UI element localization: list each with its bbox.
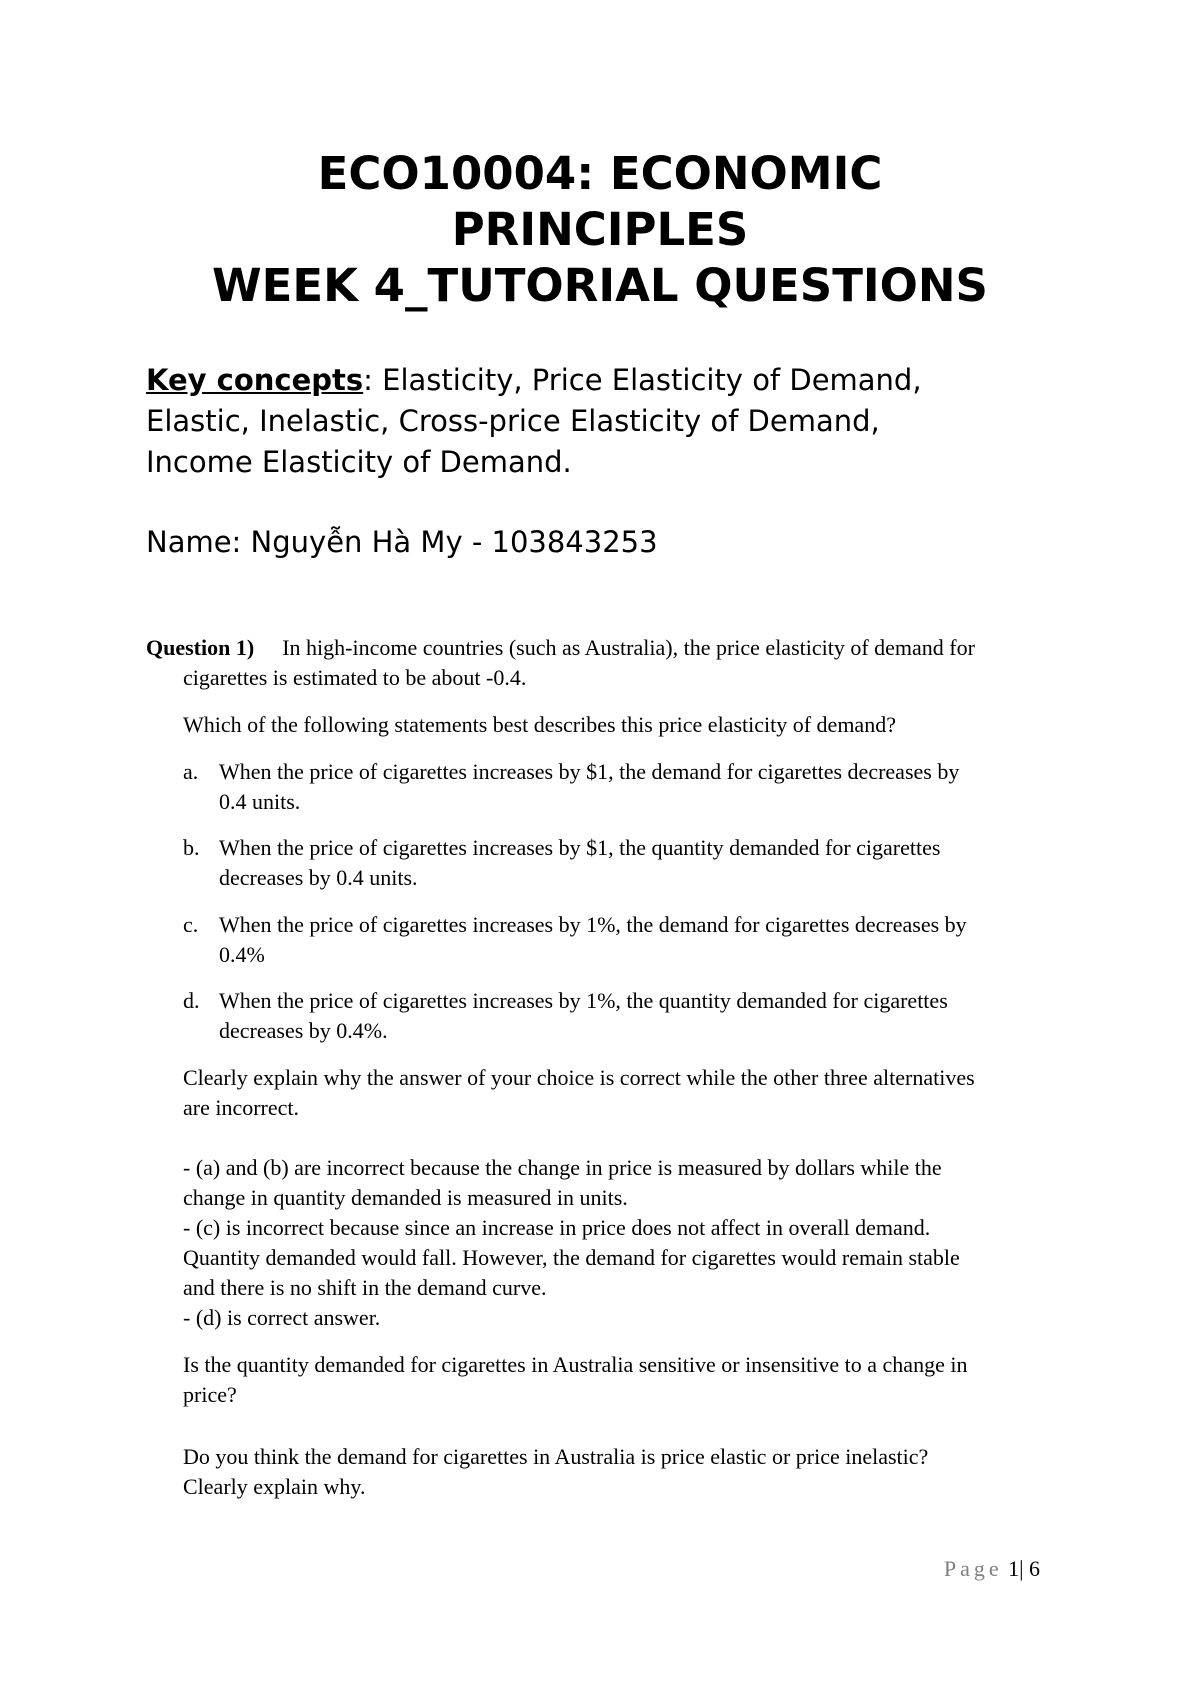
option-c-line-2: 0.4% bbox=[219, 942, 265, 967]
key-concepts-line-3: Income Elasticity of Demand. bbox=[146, 445, 572, 479]
option-a-line-1: When the price of cigarettes increases by $1, the demand for cigarettes decreases by bbox=[219, 759, 960, 784]
page-footer bbox=[900, 1556, 1040, 1582]
elasticity-question-line-1: Do you think the demand for cigarettes in Australia is price elastic or price inelastic? bbox=[183, 1444, 929, 1469]
option-d-line-1: When the price of cigarettes increases by 1%, the quantity demanded for cigarettes bbox=[219, 988, 948, 1013]
page-separator: | bbox=[1019, 1556, 1024, 1581]
elasticity-question-line-2: Clearly explain why. bbox=[183, 1474, 366, 1499]
question-1-intro-line-2: cigarettes is estimated to be about -0.4. bbox=[183, 665, 527, 690]
answer-line-4: Quantity demanded would fall. However, the demand for cigarettes would remain stable bbox=[183, 1245, 960, 1270]
answer-line-5: and there is no shift in the demand curve. bbox=[183, 1275, 547, 1300]
answer-line-2: change in quantity demanded is measured in units. bbox=[183, 1185, 628, 1210]
key-concepts-line-2: Elastic, Inelastic, Cross-price Elasticity of Demand, bbox=[146, 404, 880, 438]
option-d-line-2: decreases by 0.4%. bbox=[219, 1018, 388, 1043]
key-concepts-line-1 bbox=[146, 360, 1106, 401]
option-b-letter: b. bbox=[183, 835, 200, 860]
sensitivity-question-line-1: Is the quantity demanded for cigarettes in Australia sensitive or insensitive to a change in bbox=[183, 1352, 968, 1377]
answer-line-3: - (c) is incorrect because since an increase in price does not affect in overall demand. bbox=[183, 1215, 931, 1240]
page-word: Page bbox=[943, 1556, 1003, 1581]
total-pages: 6 bbox=[1029, 1556, 1040, 1581]
option-c-letter: c. bbox=[183, 912, 199, 937]
option-d-letter: d. bbox=[183, 988, 200, 1013]
document-title bbox=[0, 146, 1200, 314]
key-concepts-label: Key concepts bbox=[146, 363, 364, 397]
question-1-label: Question 1) bbox=[146, 635, 255, 660]
answer-line-6: - (d) is correct answer. bbox=[183, 1305, 381, 1330]
page-number: 1 bbox=[1008, 1556, 1020, 1581]
explain-line-1: Clearly explain why the answer of your choice is correct while the other three alternatives bbox=[183, 1065, 975, 1090]
explain-line-2: are incorrect. bbox=[183, 1095, 300, 1120]
title-line-1: ECO10004: ECONOMIC bbox=[317, 147, 883, 200]
key-concepts-text-1: : Elasticity, Price Elasticity of Demand, bbox=[363, 363, 922, 397]
option-b-line-1: When the price of cigarettes increases by $1, the quantity demanded for cigarettes bbox=[219, 835, 941, 860]
option-b-line-2: decreases by 0.4 units. bbox=[219, 865, 418, 890]
answer-line-1: - (a) and (b) are incorrect because the change in price is measured by dollars while the bbox=[183, 1155, 942, 1180]
question-1-prompt: Which of the following statements best describes this price elasticity of demand? bbox=[183, 712, 896, 737]
question-1-intro-line-1: In high-income countries (such as Australia), the price elasticity of demand for bbox=[282, 635, 975, 660]
title-line-2: PRINCIPLES bbox=[451, 203, 749, 256]
title-line-3: WEEK 4_TUTORIAL QUESTIONS bbox=[212, 259, 988, 312]
option-c-line-1: When the price of cigarettes increases by 1%, the demand for cigarettes decreases by bbox=[219, 912, 967, 937]
option-a-letter: a. bbox=[183, 759, 199, 784]
sensitivity-question-line-2: price? bbox=[183, 1382, 237, 1407]
question-1-intro bbox=[146, 633, 1106, 663]
option-a-line-2: 0.4 units. bbox=[219, 789, 301, 814]
student-name: Name: Nguyễn Hà My - 103843253 bbox=[146, 525, 658, 559]
